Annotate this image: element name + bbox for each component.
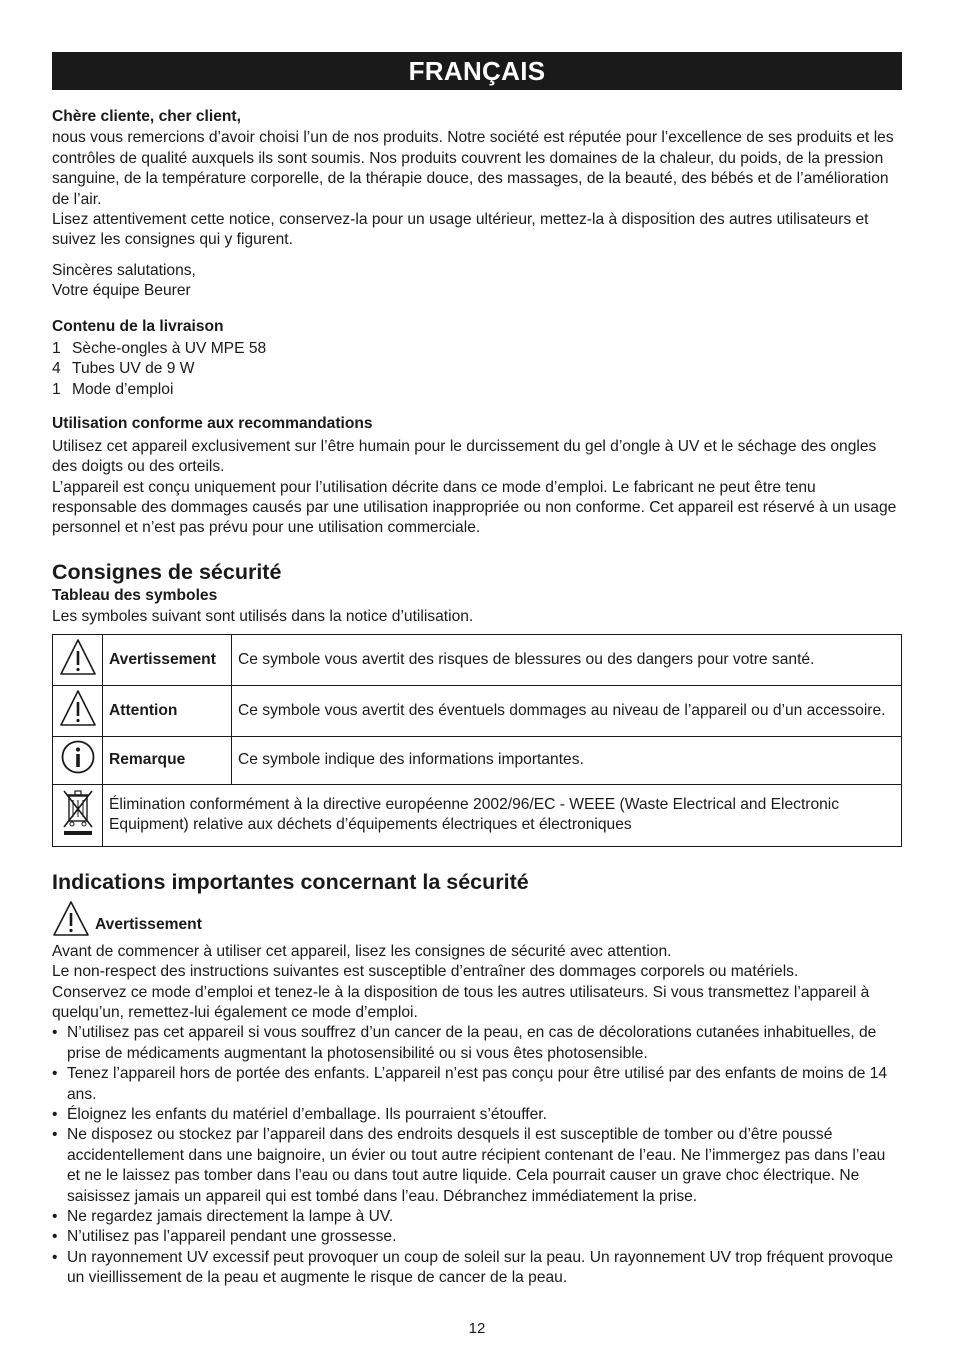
warning-triangle-icon [53,685,103,736]
table-row [53,784,902,846]
warning-triangle-icon [53,634,103,685]
warning-header [52,900,902,938]
list-item: 4 Tubes UV de 9 W [52,360,195,378]
table-row [53,737,902,784]
contents-title: Contenu de la livraison [52,317,224,335]
symbols-intro: Les symboles suivant sont utilisés dans la notice d’utilisation. [52,608,474,626]
contents-list [52,339,902,400]
page-content [52,52,902,1289]
symbol-name: Remarque [103,737,232,784]
symbols-subtitle: Tableau des symboles [52,586,218,604]
usage-paragraph-2: L’appareil est conçu uniquement pour l’utilisation décrite dans ce mode d’emploi. Le fabricant ne peut être tenu responsable des dommages causés par une utilisation inappropriée ou non conforme. Cet appareil est réservé à un usage personnel et n’est pas prévu pour une utilisation commerciale. [52,478,897,537]
list-item: • Tenez l’appareil hors de portée des enfants. L’appareil n’est pas conçu pour être utilisé par des enfants de moins de 14 ans. [52,1064,902,1105]
list-item: • Ne disposez ou stockez par l’appareil dans des endroits desquels il est susceptible de tomber ou d’être poussé accidentellement dans une baignoire, un évier ou tout autre récipient contenant de l’eau. Ne l’immergez pas dans l’eau et ne le laissez pas tomber dans l’eau ou dans tout autre liquide. Cela pourrait causer un grave choc électrique. Ne saisissez jamais un appareil qui est tombé dans l’eau. Débranchez immédiatement la prise. [52,1125,902,1207]
important-paragraph-2: Le non-respect des instructions suivantes est susceptible d’entraîner des dommages corporels ou matériels. [52,963,799,981]
symbol-name: Attention [103,685,232,736]
symbol-description: Ce symbole vous avertit des éventuels dommages au niveau de l’appareil ou d’un accessoire. [232,685,902,736]
list-item: • Ne regardez jamais directement la lampe à UV. [52,1207,902,1227]
table-row [53,634,902,685]
safety-heading: Consignes de sécurité [52,559,282,584]
warning-triangle-icon [52,900,90,938]
symbol-description: Élimination conformément à la directive européenne 2002/96/EC - WEEE (Waste Electrical and Electronic Equipment) relative aux déchets d’équipements électriques et électroniques [103,784,902,846]
list-item: 1 Mode d’emploi [52,380,174,398]
list-item: 1 Sèche-ongles à UV MPE 58 [52,340,267,358]
important-paragraph-3: Conservez ce mode d’emploi et tenez-le à la disposition de tous les autres utilisateurs. Si vous transmettez l’appareil à quelqu’un, remettez-lui également ce mode d’emploi. [52,983,870,1021]
important-paragraph-1: Avant de commencer à utiliser cet appareil, lisez les consignes de sécurité avec attention. [52,942,672,960]
list-item: • Un rayonnement UV excessif peut provoquer un coup de soleil sur la peau. Un rayonnement UV trop fréquent provoque un vieillissement de la peau et augmente le risque de cancer de la peau. [52,1248,902,1289]
usage-paragraph-1: Utilisez cet appareil exclusivement sur l’être humain pour le durcissement du gel d’ongle à UV et le séchage des ongles des doigts ou des orteils. [52,437,877,476]
symbol-name: Avertissement [103,634,232,685]
language-banner: FRANÇAIS [52,52,902,90]
warning-label: Avertissement [95,916,202,934]
info-icon [53,737,103,784]
intro-paragraph-1: nous vous remercions d’avoir choisi l’un de nos produits. Notre société est réputée pour l’excellence de ses produits et les contrôles de qualité auxquels ils sont soumis. Nos produits couvrent les domaines de la chaleur, du poids, de la pression sanguine, de la température corporelle, de la thérapie douce, des massages, de la beauté, des bébés et de l’amélioration de l’air. [52,129,894,208]
crossed-bin-icon [53,784,103,846]
closing-line-2: Votre équipe Beurer [52,282,191,300]
important-heading: Indications importantes concernant la sécurité [52,869,529,894]
symbol-description: Ce symbole indique des informations importantes. [232,737,902,784]
salutation: Chère cliente, cher client, [52,108,241,125]
symbol-description: Ce symbole vous avertit des risques de blessures ou des dangers pour votre santé. [232,634,902,685]
table-row [53,685,902,736]
closing-line-1: Sincères salutations, [52,261,196,279]
list-item: • N’utilisez pas cet appareil si vous souffrez d’un cancer de la peau, en cas de décolorations cutanées inhabituelles, de prise de médicaments augmentant la photosensibilité ou si vous êtes photosensible. [52,1023,902,1064]
safety-bullet-list [52,1023,902,1288]
intro-paragraph-2: Lisez attentivement cette notice, conservez-la pour un usage ultérieur, mettez-la à disposition des autres utilisateurs et suivez les consignes qui y figurent. [52,211,869,249]
usage-title: Utilisation conforme aux recommandations [52,415,373,433]
symbols-table [52,634,902,847]
list-item: • Éloignez les enfants du matériel d’emballage. Ils pourraient s’étouffer. [52,1105,902,1125]
list-item: • N’utilisez pas l’appareil pendant une grossesse. [52,1227,902,1247]
page-number: 12 [468,1320,486,1337]
